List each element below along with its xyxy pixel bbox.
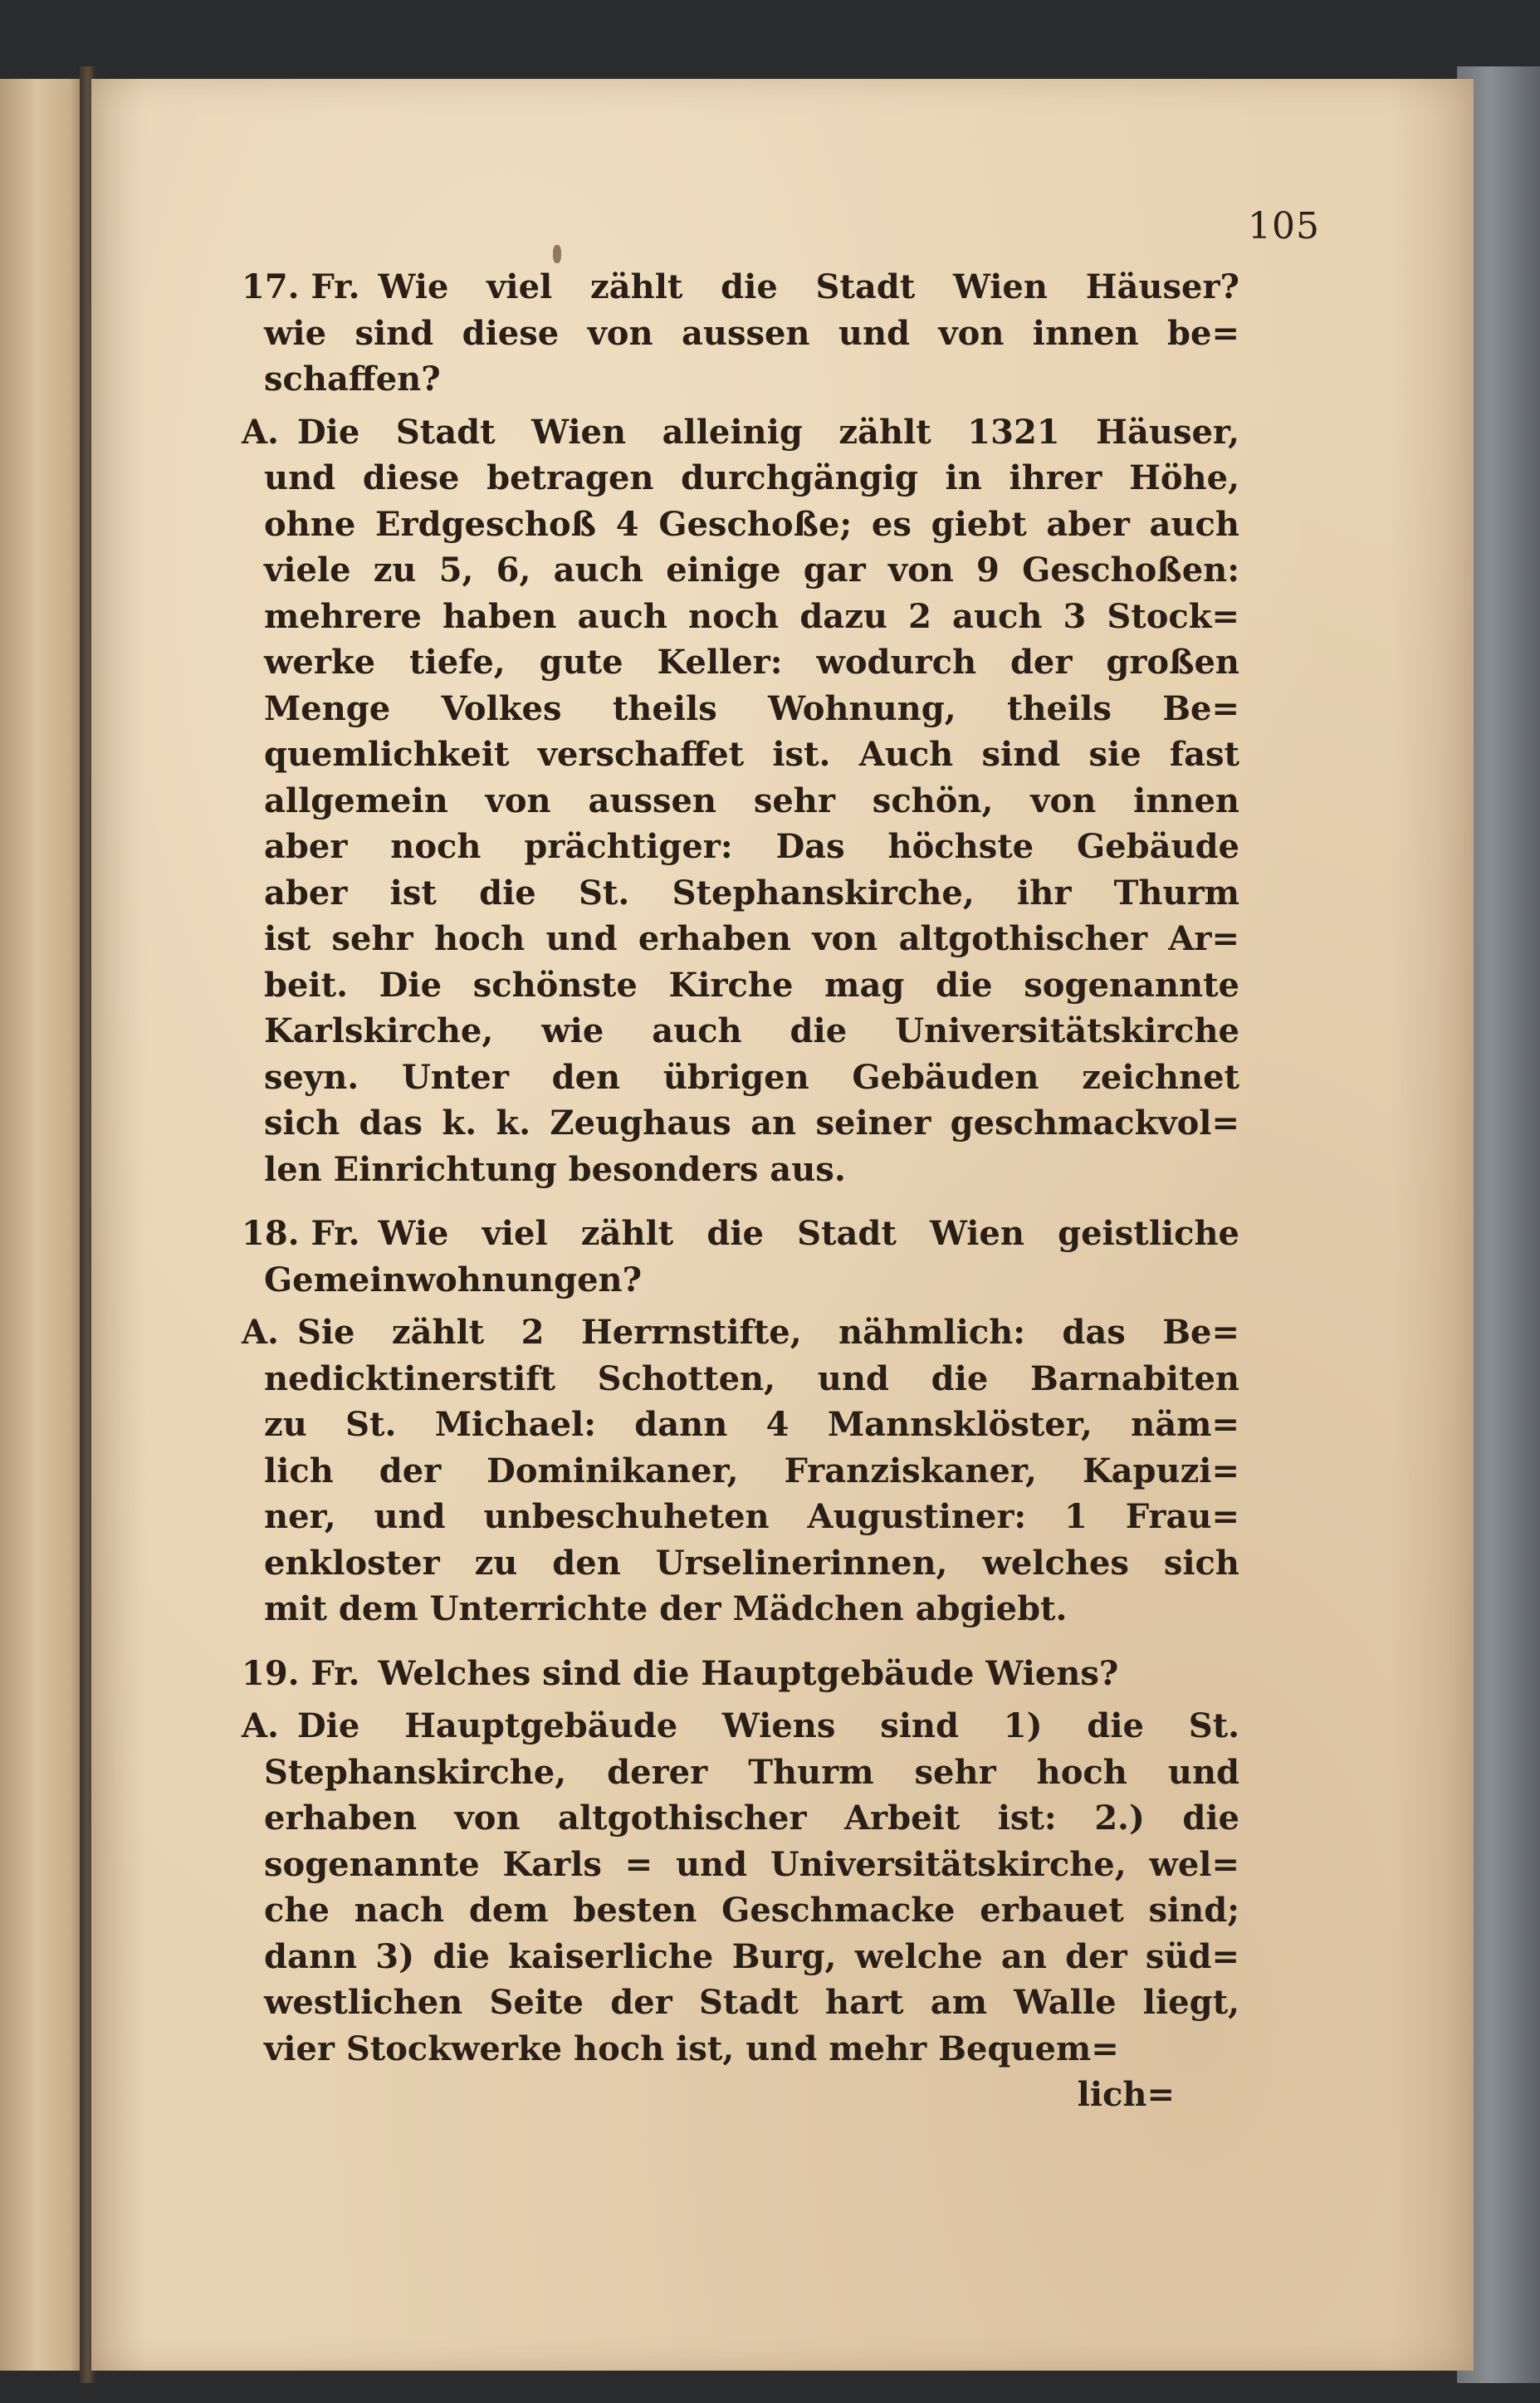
answer-label: A.: [242, 412, 279, 452]
entry-gap: [264, 1303, 1239, 1309]
text-line: [264, 870, 1239, 917]
answer-entry: [242, 409, 1239, 1193]
line-text: ner, und unbeschuheten Augustiner: 1 Frau=: [264, 1497, 1239, 1536]
text-line: [242, 1651, 1239, 1697]
text-line: [264, 1147, 1239, 1193]
text-line: [264, 1750, 1239, 1796]
line-text: Gemeinwohnungen?: [264, 1260, 643, 1299]
text-line: [264, 356, 1239, 403]
text-line: [264, 824, 1239, 870]
text-line: [264, 1795, 1239, 1842]
answer-label: A.: [242, 1706, 279, 1745]
text-line: [264, 1008, 1239, 1055]
entry-gap: [264, 1192, 1239, 1211]
ink-spot: [553, 245, 561, 263]
text-line: [264, 1887, 1239, 1934]
text-line: [264, 1540, 1239, 1587]
text-line: [264, 594, 1239, 640]
text-line: [264, 1257, 1239, 1304]
text-line: [264, 1980, 1239, 2026]
line-text: Stephanskirche, derer Thurm sehr hoch und: [264, 1752, 1239, 1792]
question-entry: [242, 1651, 1239, 1697]
line-text: aber noch prächtiger: Das höchste Gebäude: [264, 827, 1239, 866]
text-line: [242, 409, 1239, 456]
text-line: [264, 311, 1239, 357]
line-text: westlichen Seite der Stadt hart am Walle liegt,: [264, 1983, 1239, 2022]
text-line: [242, 1703, 1239, 1750]
line-text: mehrere haben auch noch dazu 2 auch 3 Stock=: [264, 596, 1239, 636]
text-line: [264, 686, 1239, 732]
question-label: 17. Fr.: [242, 267, 360, 306]
text-line: [264, 2026, 1239, 2073]
text-line: [264, 916, 1239, 962]
text-line: [264, 732, 1239, 778]
line-text: Die Stadt Wien alleinig zählt 1321 Häuser,: [296, 412, 1239, 452]
line-text: mit dem Unterrichte der Mädchen abgiebt.: [264, 1589, 1068, 1628]
line-text: sich das k. k. Zeughaus an seiner geschmackvol=: [264, 1104, 1239, 1143]
text-line: [264, 547, 1239, 594]
question-entry: [242, 1211, 1239, 1303]
entry-gap: [264, 1632, 1239, 1651]
text-line: [264, 1402, 1239, 1448]
text-line: [264, 1494, 1239, 1540]
left-page-edge: [0, 79, 83, 2371]
line-text: quemlichkeit verschaffet ist. Auch sind sie fast: [264, 735, 1239, 774]
line-text: viele zu 5, 6, auch einige gar von 9 Geschoßen:: [264, 551, 1239, 590]
text-line: [264, 502, 1239, 548]
entry-gap: [264, 1696, 1239, 1703]
line-text: wie sind diese von aussen und von innen be=: [264, 313, 1239, 353]
text-line: [264, 1055, 1239, 1101]
line-text: schaffen?: [264, 360, 441, 399]
line-text: Wie viel zählt die Stadt Wien Häuser?: [378, 267, 1239, 306]
line-text: allgemein von aussen sehr schön, von innen: [264, 781, 1239, 820]
line-text: sogenannte Karls = und Universitätskirche, wel=: [264, 1844, 1239, 1884]
line-text: dann 3) die kaiserliche Burg, welche an der süd=: [264, 1936, 1239, 1976]
text-line: [264, 639, 1239, 686]
line-text: Sie zählt 2 Herrnstifte, nähmlich: das Be=: [296, 1313, 1239, 1352]
line-text: lich der Dominikaner, Franziskaner, Kapuzi=: [264, 1451, 1239, 1490]
line-text: vier Stockwerke hoch ist, und mehr Bequem=: [264, 2029, 1119, 2068]
text-line: [264, 1586, 1239, 1632]
line-text: enkloster zu den Urselinerinnen, welches sich: [264, 1543, 1239, 1583]
line-text: beit. Die schönste Kirche mag die sogenannte: [264, 965, 1239, 1005]
text-line: [264, 1448, 1239, 1495]
line-text: ohne Erdgeschoß 4 Geschoße; es giebt aber auch: [264, 504, 1239, 544]
answer-label: A.: [242, 1313, 279, 1352]
text-line: [264, 455, 1239, 502]
line-text: erhaben von altgothischer Arbeit ist: 2.) die: [264, 1799, 1239, 1838]
line-text: che nach dem besten Geschmacke erbauet sind;: [264, 1891, 1239, 1930]
entry-gap: [264, 403, 1239, 409]
text-line: [264, 1934, 1239, 1980]
text-line: [242, 1309, 1239, 1356]
line-text: Welches sind die Hauptgebäude Wiens?: [378, 1653, 1119, 1693]
line-text: Wie viel zählt die Stadt Wien geistliche: [378, 1214, 1239, 1253]
line-text: und diese betragen durchgängig in ihrer Höhe,: [264, 458, 1239, 497]
line-text: len Einrichtung besonders aus.: [264, 1149, 846, 1189]
answer-entry: [242, 1309, 1239, 1632]
text-line: [242, 264, 1239, 311]
question-label: 19. Fr.: [242, 1653, 360, 1693]
line-text: nedicktinerstift Schotten, und die Barnabiten: [264, 1358, 1239, 1398]
answer-entry: [242, 1703, 1239, 2072]
catchword: lich=: [1077, 2075, 1175, 2114]
question-label: 18. Fr.: [242, 1214, 360, 1253]
text-line: [264, 1356, 1239, 1402]
text-line: [264, 778, 1239, 825]
line-text: ist sehr hoch und erhaben von altgothischer Ar=: [264, 919, 1239, 958]
line-text: zu St. Michael: dann 4 Mannsklöster, näm=: [264, 1405, 1239, 1444]
text-line: [264, 962, 1239, 1009]
text-line: [264, 1100, 1239, 1147]
text-line: [242, 1211, 1239, 1257]
line-text: Karlskirche, wie auch die Universitätskirche: [264, 1011, 1239, 1050]
question-entry: [242, 264, 1239, 403]
text-line: [264, 1842, 1239, 1888]
line-text: seyn. Unter den übrigen Gebäuden zeichnet: [264, 1057, 1239, 1097]
line-text: aber ist die St. Stephanskirche, ihr Thurm: [264, 873, 1239, 913]
line-text: Menge Volkes theils Wohnung, theils Be=: [264, 688, 1239, 728]
line-text: Die Hauptgebäude Wiens sind 1) die St.: [296, 1706, 1239, 1745]
page-text: [242, 264, 1239, 2118]
line-text: werke tiefe, gute Keller: wodurch der großen: [264, 643, 1239, 682]
page-number: 105: [1248, 205, 1320, 247]
